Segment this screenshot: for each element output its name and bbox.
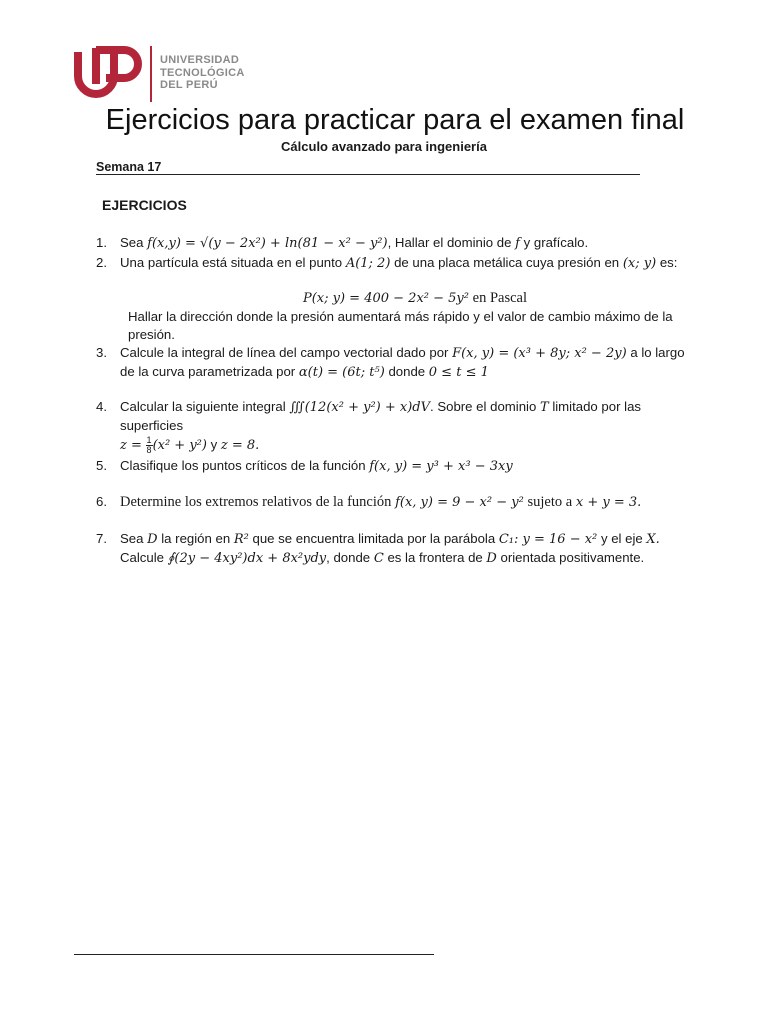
exercise-math: z = 8. xyxy=(220,438,260,453)
exercise-text: . Sobre el dominio xyxy=(430,399,537,414)
exercise-text: a lo largo de la curva parametrizada por xyxy=(120,345,685,379)
exercise-math: α(t) = (6t; t⁵) xyxy=(298,365,385,380)
exercise-math: X. xyxy=(646,532,660,547)
exercise-number: 5. xyxy=(96,458,107,473)
exercise-math: D xyxy=(486,551,497,566)
exercise-text: es la frontera de xyxy=(387,550,483,565)
exercise-number: 6. xyxy=(96,494,107,509)
pressure-formula xyxy=(0,290,768,307)
exercise-text: Sea xyxy=(120,531,144,546)
exercise-text: la región en xyxy=(161,531,231,546)
section-title: EJERCICIOS xyxy=(102,197,187,213)
logo-text xyxy=(160,54,245,92)
exercise-math: f(x, y) = y³ + x³ − 3xy xyxy=(369,459,513,474)
header-rule xyxy=(96,174,640,175)
logo-line-2: TECNOLÓGICA xyxy=(160,66,245,79)
exercise-text: sujeto a xyxy=(527,494,573,510)
exercise-number: 3. xyxy=(96,345,107,360)
exercise-math: f xyxy=(515,236,520,251)
exercise-math: f(x,y) = √(y − 2x²) + ln(81 − x² − y²) xyxy=(147,236,388,251)
exercise-math: T xyxy=(539,400,549,415)
exercise-text: y el eje xyxy=(600,531,643,546)
exercise-text: limitado por las superficies xyxy=(120,399,641,433)
exercise-text: Sea xyxy=(120,235,144,250)
exercise-math: C₁: y = 16 − x² xyxy=(498,532,598,547)
exercise-text: que se encuentra limitada por la parábola xyxy=(252,531,496,546)
page-title: Ejercicios para practicar para el examen final xyxy=(105,104,685,136)
exercise-text: orientada positivamente. xyxy=(500,550,645,565)
exercise-2-note xyxy=(128,308,698,344)
exercise-text: , donde xyxy=(326,550,371,565)
exercise-text: es: xyxy=(659,255,678,270)
exercise-math: D xyxy=(147,532,158,547)
logo-line-3: DEL PERÚ xyxy=(160,79,218,91)
exercise-number: 1. xyxy=(96,235,107,250)
exercise-math: (x; y) xyxy=(622,256,657,271)
logo-divider xyxy=(150,46,152,102)
footer-rule xyxy=(74,954,434,955)
exercise-note-text: Hallar la dirección donde la presión aumentará más rápido y el valor de cambio máximo de la presión. xyxy=(128,309,673,342)
exercise-text: Calcule la integral de línea del campo vectorial dado por xyxy=(120,345,449,360)
exercise-math: 0 ≤ t ≤ 1 xyxy=(428,365,489,380)
exercise-math: A(1; 2) xyxy=(345,256,391,271)
week-label: Semana 17 xyxy=(96,160,162,174)
logo-line-1: UNIVERSIDAD xyxy=(160,54,240,66)
formula-unit: en Pascal xyxy=(472,290,528,306)
formula-math: P(x; y) = 400 − 2x² − 5y² xyxy=(302,291,469,306)
exercise-number: 2. xyxy=(96,255,107,270)
exercise-text: Clasifique los puntos críticos de la función xyxy=(120,458,366,473)
exercise-text: , Hallar el dominio de xyxy=(387,235,512,250)
page-subtitle: Cálculo avanzado para ingeniería xyxy=(281,139,487,154)
exercise-math: ∭(12(x² + y²) + x)dV xyxy=(289,400,430,415)
fraction xyxy=(146,436,153,455)
exercise-text: Una partícula está situada en el punto xyxy=(120,255,343,270)
exercise-math: f(x, y) = 9 − x² − y² xyxy=(395,495,524,510)
utp-logo-icon xyxy=(74,44,144,104)
exercise-text: Calcular la siguiente integral xyxy=(120,399,286,414)
exercise-text: Calcule xyxy=(120,550,164,565)
exercise-math: (x² + y²) xyxy=(152,438,207,453)
exercise-text: donde xyxy=(388,364,426,379)
exercise-math: R² xyxy=(233,532,249,547)
exercise-math: F(x, y) = (x³ + 8y; x² − 2y) xyxy=(452,346,627,361)
utp-logo xyxy=(74,44,254,104)
exercise-number: 4. xyxy=(96,399,107,414)
exercise-number: 7. xyxy=(96,531,107,546)
exercise-text: y grafícalo. xyxy=(523,235,589,250)
exercise-math: C xyxy=(373,551,384,566)
exercise-math: x + y = 3. xyxy=(575,495,642,510)
exercise-text: y xyxy=(210,437,218,452)
fraction-denominator: 8 xyxy=(146,445,152,456)
exercise-text: de una placa metálica cuya presión en xyxy=(394,255,620,270)
exercise-text: Determine los extremos relativos de la función xyxy=(120,494,392,510)
exercise-math: ∮(2y − 4xy²)dx + 8x²ydy xyxy=(167,551,327,566)
exercise-math: z = xyxy=(120,438,142,453)
fraction-numerator: 1 xyxy=(146,435,152,446)
